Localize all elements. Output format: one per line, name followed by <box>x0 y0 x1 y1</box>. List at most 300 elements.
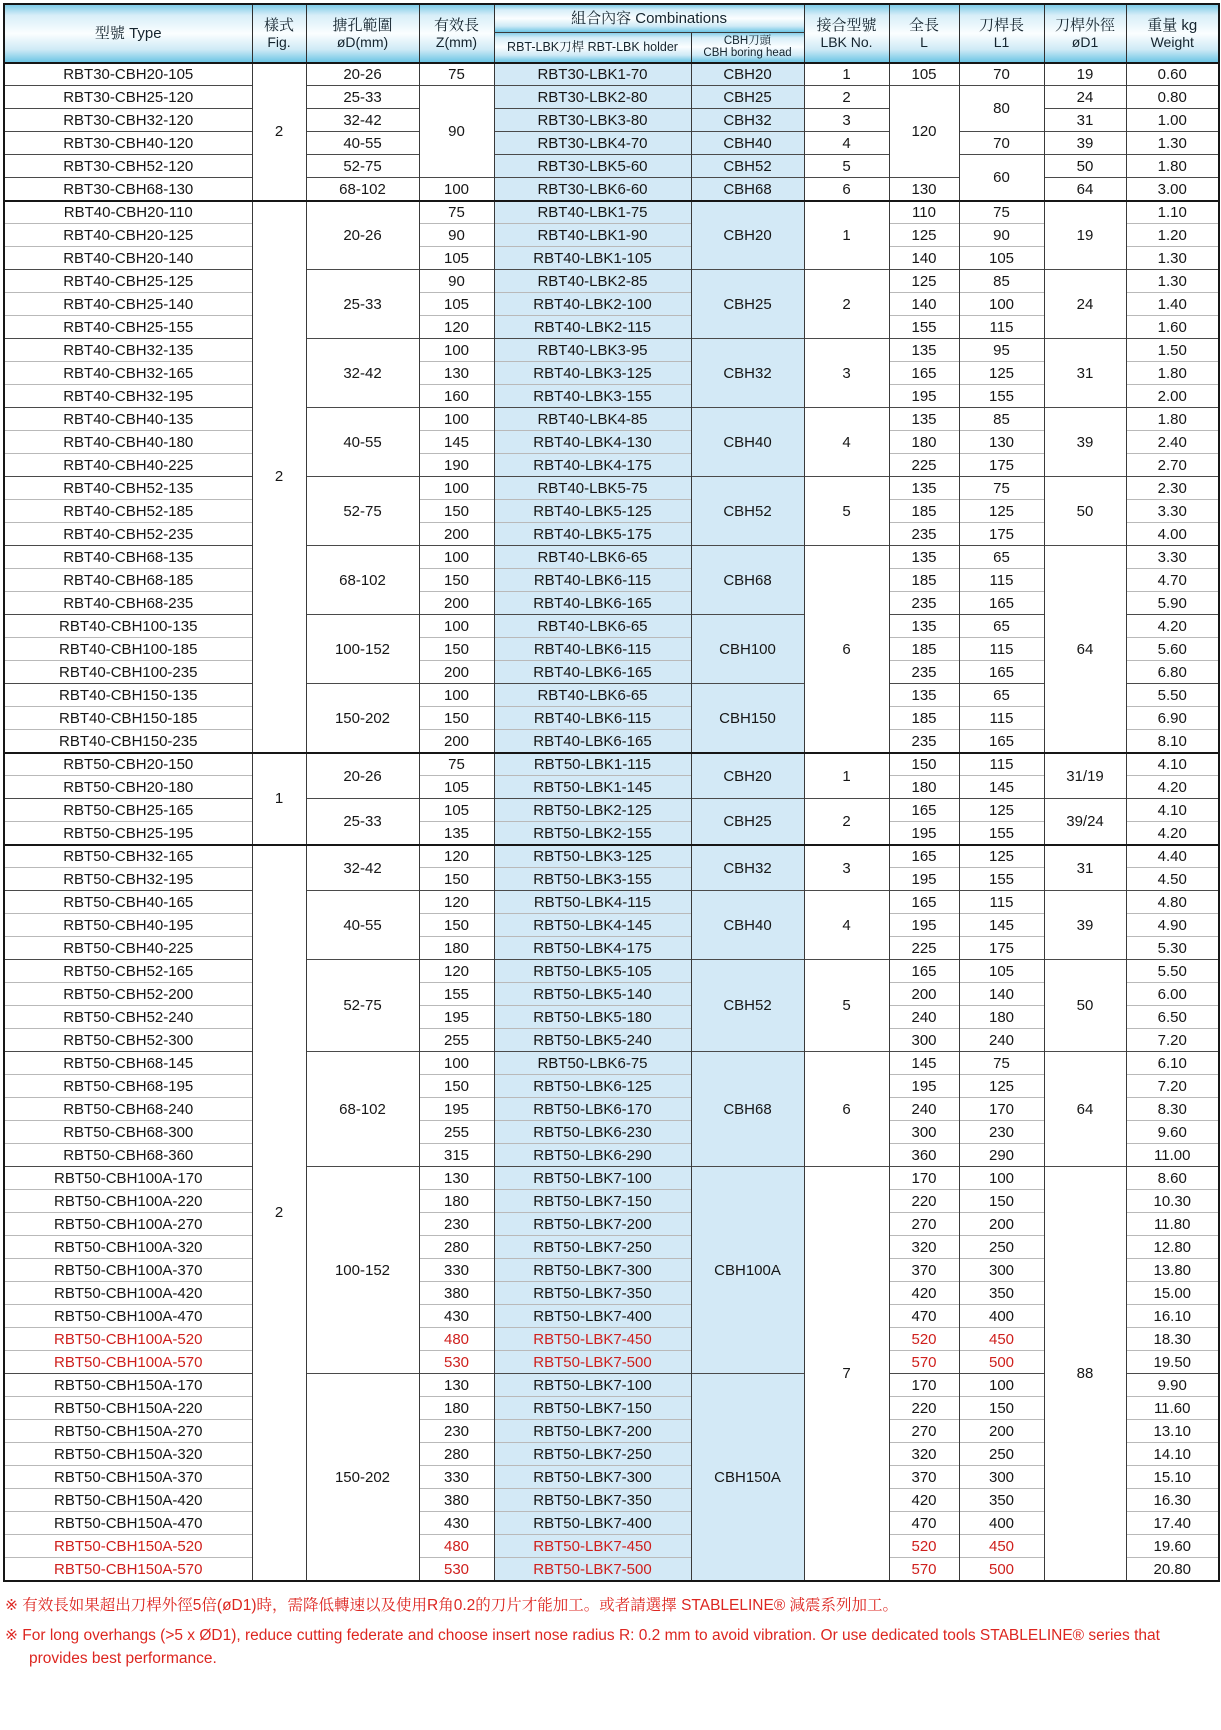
cell-shank-length: 175 <box>959 523 1044 546</box>
cell-effective-length: 195 <box>419 1098 494 1121</box>
cell-type: RBT40-CBH100-235 <box>4 661 252 684</box>
cell-overall-length: 320 <box>889 1443 959 1466</box>
cell-type: RBT40-CBH68-235 <box>4 592 252 615</box>
cell-overall-length: 570 <box>889 1351 959 1374</box>
cell-weight: 6.80 <box>1126 661 1219 684</box>
col-header-overall-length: 全長 L <box>889 4 959 63</box>
cell-lbk-no: 2 <box>804 270 889 339</box>
cell-overall-length: 110 <box>889 201 959 224</box>
cell-shank-length: 115 <box>959 891 1044 914</box>
cell-boring-head: CBH40 <box>691 891 804 960</box>
cell-boring-head: CBH32 <box>691 845 804 891</box>
cell-boring-head: CBH20 <box>691 63 804 86</box>
cell-shank-length: 180 <box>959 1006 1044 1029</box>
cell-weight: 8.60 <box>1126 1167 1219 1190</box>
cell-weight: 19.60 <box>1126 1535 1219 1558</box>
cell-shank-length: 105 <box>959 247 1044 270</box>
cell-holder: RBT50-LBK7-450 <box>494 1328 691 1351</box>
cell-type: RBT30-CBH20-105 <box>4 63 252 86</box>
cell-holder: RBT50-LBK7-300 <box>494 1466 691 1489</box>
cell-weight: 4.10 <box>1126 799 1219 822</box>
cell-overall-length: 470 <box>889 1305 959 1328</box>
cell-overall-length: 220 <box>889 1190 959 1213</box>
cell-weight: 1.20 <box>1126 224 1219 247</box>
cell-holder: RBT50-LBK7-300 <box>494 1259 691 1282</box>
footnote-zh: ※ 有效長如果超出刀桿外徑5倍(øD1)時，需降低轉速以及使用R角0.2的刀片才能加工。或者請選擇 STABLELINE® 減震系列加工。 <box>5 1596 899 1614</box>
cell-weight: 5.60 <box>1126 638 1219 661</box>
cell-holder: RBT40-LBK4-175 <box>494 454 691 477</box>
cell-boring-head: CBH52 <box>691 477 804 546</box>
cell-effective-length: 130 <box>419 1374 494 1397</box>
cell-effective-length: 100 <box>419 178 494 201</box>
cell-shank-length: 75 <box>959 201 1044 224</box>
cell-type: RBT40-CBH40-225 <box>4 454 252 477</box>
cell-holder: RBT40-LBK5-175 <box>494 523 691 546</box>
cell-type: RBT50-CBH32-165 <box>4 845 252 868</box>
cell-overall-length: 240 <box>889 1006 959 1029</box>
cell-overall-length: 270 <box>889 1213 959 1236</box>
cell-type: RBT50-CBH150A-470 <box>4 1512 252 1535</box>
cell-bore-range: 68-102 <box>306 546 419 615</box>
cell-effective-length: 105 <box>419 293 494 316</box>
cell-type: RBT40-CBH68-135 <box>4 546 252 569</box>
cell-effective-length: 105 <box>419 799 494 822</box>
cell-lbk-no: 3 <box>804 845 889 891</box>
cell-holder: RBT40-LBK5-75 <box>494 477 691 500</box>
cell-shank-dia: 31 <box>1044 845 1126 891</box>
cell-type: RBT40-CBH150-135 <box>4 684 252 707</box>
cell-shank-length: 400 <box>959 1512 1044 1535</box>
cell-overall-length: 165 <box>889 362 959 385</box>
cell-weight: 4.20 <box>1126 615 1219 638</box>
cell-type: RBT40-CBH40-180 <box>4 431 252 454</box>
cell-effective-length: 120 <box>419 845 494 868</box>
cell-bore-range: 150-202 <box>306 684 419 753</box>
cell-holder: RBT50-LBK5-240 <box>494 1029 691 1052</box>
cell-weight: 4.20 <box>1126 776 1219 799</box>
col-header-combinations: 組合內容 Combinations <box>494 4 804 32</box>
cell-shank-length: 250 <box>959 1236 1044 1259</box>
cell-lbk-no: 4 <box>804 891 889 960</box>
col-header-lbk-no: 接合型號 LBK No. <box>804 4 889 63</box>
cell-type: RBT50-CBH100A-220 <box>4 1190 252 1213</box>
cell-weight: 1.10 <box>1126 201 1219 224</box>
cell-overall-length: 200 <box>889 983 959 1006</box>
cell-type: RBT30-CBH25-120 <box>4 86 252 109</box>
cell-holder: RBT50-LBK4-115 <box>494 891 691 914</box>
cell-shank-length: 200 <box>959 1213 1044 1236</box>
cell-weight: 1.50 <box>1126 339 1219 362</box>
cell-type: RBT40-CBH32-165 <box>4 362 252 385</box>
cell-type: RBT50-CBH68-240 <box>4 1098 252 1121</box>
cell-effective-length: 150 <box>419 868 494 891</box>
cell-overall-length: 270 <box>889 1420 959 1443</box>
footnote-en: ※ For long overhangs (>5 x ØD1), reduce cutting federate and choose insert nose radius R: 0.2 mm to avoid vibration. Or use dedicated tools STABLELINE® series that provides best performance. <box>5 1627 1160 1667</box>
cell-shank-length: 115 <box>959 753 1044 776</box>
cell-effective-length: 100 <box>419 546 494 569</box>
cell-shank-dia: 31 <box>1044 109 1126 132</box>
cell-weight: 4.70 <box>1126 569 1219 592</box>
cell-boring-head: CBH100A <box>691 1167 804 1374</box>
cell-holder: RBT40-LBK2-85 <box>494 270 691 293</box>
cell-overall-length: 195 <box>889 914 959 937</box>
cell-effective-length: 255 <box>419 1029 494 1052</box>
cell-shank-length: 80 <box>959 86 1044 132</box>
cell-type: RBT40-CBH32-135 <box>4 339 252 362</box>
cell-shank-length: 155 <box>959 868 1044 891</box>
cell-boring-head: CBH32 <box>691 109 804 132</box>
cell-bore-range: 32-42 <box>306 109 419 132</box>
cell-overall-length: 235 <box>889 523 959 546</box>
col-header-bore-range: 搪孔範圍 øD(mm) <box>306 4 419 63</box>
cell-overall-length: 135 <box>889 477 959 500</box>
cell-type: RBT50-CBH100A-470 <box>4 1305 252 1328</box>
cell-lbk-no: 2 <box>804 799 889 845</box>
cell-overall-length: 235 <box>889 661 959 684</box>
cell-holder: RBT50-LBK1-145 <box>494 776 691 799</box>
cell-overall-length: 320 <box>889 1236 959 1259</box>
cell-weight: 17.40 <box>1126 1512 1219 1535</box>
cell-shank-length: 70 <box>959 132 1044 155</box>
spec-table-body <box>4 63 1219 1581</box>
cell-bore-range: 25-33 <box>306 799 419 845</box>
cell-holder: RBT50-LBK6-230 <box>494 1121 691 1144</box>
cell-overall-length: 135 <box>889 408 959 431</box>
cell-weight: 6.90 <box>1126 707 1219 730</box>
cell-overall-length: 105 <box>889 63 959 86</box>
cell-weight: 4.90 <box>1126 914 1219 937</box>
cell-shank-length: 85 <box>959 270 1044 293</box>
cell-type: RBT50-CBH20-150 <box>4 753 252 776</box>
cell-effective-length: 480 <box>419 1328 494 1351</box>
cell-lbk-no: 1 <box>804 201 889 270</box>
cell-shank-dia: 50 <box>1044 960 1126 1052</box>
cell-bore-range: 32-42 <box>306 339 419 408</box>
cell-type: RBT40-CBH68-185 <box>4 569 252 592</box>
cell-boring-head: CBH40 <box>691 408 804 477</box>
cell-boring-head: CBH52 <box>691 960 804 1052</box>
cell-lbk-no: 5 <box>804 960 889 1052</box>
cell-shank-length: 95 <box>959 339 1044 362</box>
cell-type: RBT50-CBH150A-570 <box>4 1558 252 1581</box>
cell-weight: 4.20 <box>1126 822 1219 845</box>
cell-shank-length: 100 <box>959 1167 1044 1190</box>
cell-holder: RBT50-LBK7-350 <box>494 1489 691 1512</box>
cell-effective-length: 150 <box>419 569 494 592</box>
cell-shank-dia: 39 <box>1044 408 1126 477</box>
cell-weight: 13.10 <box>1126 1420 1219 1443</box>
cell-overall-length: 125 <box>889 224 959 247</box>
cell-shank-length: 145 <box>959 776 1044 799</box>
cell-shank-length: 85 <box>959 408 1044 431</box>
cell-weight: 5.90 <box>1126 592 1219 615</box>
cell-overall-length: 180 <box>889 431 959 454</box>
cell-fig: 1 <box>252 753 306 845</box>
cell-effective-length: 120 <box>419 891 494 914</box>
cell-overall-length: 155 <box>889 316 959 339</box>
cell-lbk-no: 2 <box>804 86 889 109</box>
cell-type: RBT50-CBH150A-170 <box>4 1374 252 1397</box>
cell-type: RBT50-CBH150A-220 <box>4 1397 252 1420</box>
cell-shank-length: 125 <box>959 845 1044 868</box>
cell-type: RBT50-CBH68-300 <box>4 1121 252 1144</box>
cell-shank-length: 170 <box>959 1098 1044 1121</box>
cell-bore-range: 52-75 <box>306 960 419 1052</box>
cell-overall-length: 370 <box>889 1259 959 1282</box>
cell-holder: RBT40-LBK6-165 <box>494 730 691 753</box>
cell-bore-range: 100-152 <box>306 615 419 684</box>
cell-holder: RBT50-LBK7-400 <box>494 1512 691 1535</box>
cell-effective-length: 100 <box>419 1052 494 1075</box>
cell-lbk-no: 3 <box>804 339 889 408</box>
cell-effective-length: 150 <box>419 707 494 730</box>
cell-shank-length: 300 <box>959 1466 1044 1489</box>
cell-shank-length: 200 <box>959 1420 1044 1443</box>
cell-holder: RBT50-LBK7-250 <box>494 1236 691 1259</box>
cell-holder: RBT40-LBK3-95 <box>494 339 691 362</box>
cell-overall-length: 420 <box>889 1489 959 1512</box>
cell-effective-length: 195 <box>419 1006 494 1029</box>
cell-weight: 11.80 <box>1126 1213 1219 1236</box>
cell-effective-length: 280 <box>419 1443 494 1466</box>
cell-effective-length: 100 <box>419 408 494 431</box>
cell-shank-length: 115 <box>959 638 1044 661</box>
cell-effective-length: 180 <box>419 937 494 960</box>
cell-weight: 16.10 <box>1126 1305 1219 1328</box>
cell-type: RBT50-CBH32-195 <box>4 868 252 891</box>
cell-overall-length: 120 <box>889 86 959 178</box>
cell-holder: RBT50-LBK5-140 <box>494 983 691 1006</box>
cell-boring-head: CBH68 <box>691 178 804 201</box>
cell-weight: 5.30 <box>1126 937 1219 960</box>
cell-effective-length: 130 <box>419 1167 494 1190</box>
cell-type: RBT50-CBH40-195 <box>4 914 252 937</box>
cell-weight: 16.30 <box>1126 1489 1219 1512</box>
cell-holder: RBT50-LBK2-155 <box>494 822 691 845</box>
cell-overall-length: 170 <box>889 1374 959 1397</box>
cell-effective-length: 135 <box>419 822 494 845</box>
cell-type: RBT40-CBH20-140 <box>4 247 252 270</box>
cell-overall-length: 520 <box>889 1328 959 1351</box>
cell-overall-length: 240 <box>889 1098 959 1121</box>
cell-weight: 2.70 <box>1126 454 1219 477</box>
cell-effective-length: 75 <box>419 63 494 86</box>
cell-weight: 11.60 <box>1126 1397 1219 1420</box>
col-header-boring-head: CBH刀頭 CBH boring head <box>691 32 804 63</box>
cell-effective-length: 145 <box>419 431 494 454</box>
cell-effective-length: 150 <box>419 500 494 523</box>
cell-type: RBT40-CBH52-135 <box>4 477 252 500</box>
cell-shank-length: 150 <box>959 1190 1044 1213</box>
cell-overall-length: 235 <box>889 592 959 615</box>
cell-type: RBT50-CBH52-200 <box>4 983 252 1006</box>
cell-holder: RBT40-LBK4-85 <box>494 408 691 431</box>
cell-holder: RBT50-LBK6-290 <box>494 1144 691 1167</box>
cell-holder: RBT40-LBK6-65 <box>494 684 691 707</box>
cell-shank-length: 105 <box>959 960 1044 983</box>
cell-shank-dia: 24 <box>1044 86 1126 109</box>
cell-effective-length: 105 <box>419 247 494 270</box>
cell-holder: RBT50-LBK7-450 <box>494 1535 691 1558</box>
cell-shank-length: 115 <box>959 569 1044 592</box>
cell-boring-head: CBH52 <box>691 155 804 178</box>
cell-type: RBT50-CBH100A-420 <box>4 1282 252 1305</box>
cell-bore-range: 40-55 <box>306 132 419 155</box>
cell-type: RBT50-CBH150A-370 <box>4 1466 252 1489</box>
cell-weight: 8.30 <box>1126 1098 1219 1121</box>
cell-shank-dia: 64 <box>1044 1052 1126 1167</box>
cell-weight: 4.80 <box>1126 891 1219 914</box>
cell-shank-dia: 24 <box>1044 270 1126 339</box>
cell-shank-dia: 39/24 <box>1044 799 1126 845</box>
cell-weight: 7.20 <box>1126 1029 1219 1052</box>
cell-effective-length: 105 <box>419 776 494 799</box>
cell-boring-head: CBH68 <box>691 1052 804 1167</box>
col-header-effective-length: 有效長 Z(mm) <box>419 4 494 63</box>
cell-weight: 18.30 <box>1126 1328 1219 1351</box>
cell-overall-length: 370 <box>889 1466 959 1489</box>
cell-overall-length: 135 <box>889 546 959 569</box>
cell-shank-length: 60 <box>959 155 1044 201</box>
cell-shank-dia: 64 <box>1044 546 1126 753</box>
cell-holder: RBT40-LBK6-165 <box>494 661 691 684</box>
cell-holder: RBT50-LBK6-170 <box>494 1098 691 1121</box>
cell-shank-length: 500 <box>959 1351 1044 1374</box>
cell-type: RBT40-CBH32-195 <box>4 385 252 408</box>
cell-type: RBT50-CBH25-165 <box>4 799 252 822</box>
cell-shank-dia: 88 <box>1044 1167 1126 1581</box>
cell-weight: 15.10 <box>1126 1466 1219 1489</box>
cell-fig: 2 <box>252 845 306 1581</box>
cell-lbk-no: 6 <box>804 1052 889 1167</box>
cell-type: RBT50-CBH68-145 <box>4 1052 252 1075</box>
cell-shank-length: 155 <box>959 385 1044 408</box>
cell-effective-length: 100 <box>419 477 494 500</box>
cell-weight: 15.00 <box>1126 1282 1219 1305</box>
cell-boring-head: CBH150 <box>691 684 804 753</box>
cell-overall-length: 225 <box>889 454 959 477</box>
cell-overall-length: 220 <box>889 1397 959 1420</box>
cell-overall-length: 180 <box>889 776 959 799</box>
cell-type: RBT40-CBH52-185 <box>4 500 252 523</box>
cell-bore-range: 40-55 <box>306 891 419 960</box>
cell-bore-range: 100-152 <box>306 1167 419 1374</box>
cell-overall-length: 195 <box>889 822 959 845</box>
cell-holder: RBT50-LBK5-105 <box>494 960 691 983</box>
cell-overall-length: 420 <box>889 1282 959 1305</box>
cell-type: RBT50-CBH100A-570 <box>4 1351 252 1374</box>
cell-bore-range: 68-102 <box>306 1052 419 1167</box>
cell-boring-head: CBH20 <box>691 201 804 270</box>
cell-weight: 9.90 <box>1126 1374 1219 1397</box>
cell-type: RBT40-CBH40-135 <box>4 408 252 431</box>
cell-shank-length: 125 <box>959 799 1044 822</box>
cell-lbk-no: 4 <box>804 408 889 477</box>
cell-effective-length: 75 <box>419 753 494 776</box>
cell-bore-range: 20-26 <box>306 63 419 86</box>
cell-overall-length: 140 <box>889 293 959 316</box>
cell-holder: RBT50-LBK7-500 <box>494 1558 691 1581</box>
cell-holder: RBT50-LBK6-75 <box>494 1052 691 1075</box>
cell-holder: RBT30-LBK5-60 <box>494 155 691 178</box>
cell-shank-length: 100 <box>959 1374 1044 1397</box>
cell-overall-length: 520 <box>889 1535 959 1558</box>
cell-holder: RBT40-LBK6-65 <box>494 615 691 638</box>
cell-shank-length: 450 <box>959 1328 1044 1351</box>
cell-holder: RBT30-LBK6-60 <box>494 178 691 201</box>
col-header-fig: 樣式 Fig. <box>252 4 306 63</box>
cell-overall-length: 135 <box>889 339 959 362</box>
cell-shank-length: 90 <box>959 224 1044 247</box>
cell-overall-length: 135 <box>889 684 959 707</box>
cell-type: RBT40-CBH100-185 <box>4 638 252 661</box>
cell-overall-length: 140 <box>889 247 959 270</box>
cell-bore-range: 68-102 <box>306 178 419 201</box>
cell-weight: 1.80 <box>1126 362 1219 385</box>
cell-weight: 4.10 <box>1126 753 1219 776</box>
cell-effective-length: 200 <box>419 661 494 684</box>
cell-shank-length: 300 <box>959 1259 1044 1282</box>
cell-type: RBT50-CBH100A-520 <box>4 1328 252 1351</box>
cell-type: RBT50-CBH150A-270 <box>4 1420 252 1443</box>
cell-shank-length: 175 <box>959 454 1044 477</box>
cell-boring-head: CBH32 <box>691 339 804 408</box>
cell-type: RBT50-CBH100A-170 <box>4 1167 252 1190</box>
cell-weight: 5.50 <box>1126 960 1219 983</box>
cell-shank-dia: 39 <box>1044 891 1126 960</box>
cell-lbk-no: 7 <box>804 1167 889 1581</box>
cell-holder: RBT50-LBK5-180 <box>494 1006 691 1029</box>
cell-overall-length: 135 <box>889 615 959 638</box>
cell-shank-length: 75 <box>959 1052 1044 1075</box>
cell-effective-length: 190 <box>419 454 494 477</box>
col-header-holder: RBT-LBK刀桿 RBT-LBK holder <box>494 32 691 63</box>
cell-effective-length: 430 <box>419 1305 494 1328</box>
cell-boring-head: CBH25 <box>691 86 804 109</box>
cell-lbk-no: 6 <box>804 178 889 201</box>
cell-shank-length: 165 <box>959 730 1044 753</box>
cell-type: RBT40-CBH25-125 <box>4 270 252 293</box>
cell-weight: 3.00 <box>1126 178 1219 201</box>
cell-holder: RBT40-LBK6-165 <box>494 592 691 615</box>
cell-shank-length: 65 <box>959 546 1044 569</box>
cell-holder: RBT40-LBK3-125 <box>494 362 691 385</box>
cell-effective-length: 100 <box>419 684 494 707</box>
cell-weight: 0.60 <box>1126 63 1219 86</box>
cell-holder: RBT40-LBK1-105 <box>494 247 691 270</box>
cell-effective-length: 480 <box>419 1535 494 1558</box>
cell-weight: 3.30 <box>1126 500 1219 523</box>
cell-effective-length: 75 <box>419 201 494 224</box>
cell-effective-length: 380 <box>419 1282 494 1305</box>
cell-type: RBT40-CBH100-135 <box>4 615 252 638</box>
cell-weight: 5.50 <box>1126 684 1219 707</box>
cell-overall-length: 130 <box>889 178 959 201</box>
cell-holder: RBT40-LBK2-115 <box>494 316 691 339</box>
footnotes <box>5 1595 1216 1670</box>
cell-shank-length: 130 <box>959 431 1044 454</box>
cell-shank-dia: 31/19 <box>1044 753 1126 799</box>
cell-weight: 1.30 <box>1126 247 1219 270</box>
cell-shank-length: 150 <box>959 1397 1044 1420</box>
cell-weight: 1.00 <box>1126 109 1219 132</box>
cell-holder: RBT50-LBK7-400 <box>494 1305 691 1328</box>
cell-boring-head: CBH150A <box>691 1374 804 1581</box>
cell-weight: 4.40 <box>1126 845 1219 868</box>
cell-holder: RBT40-LBK2-100 <box>494 293 691 316</box>
cell-weight: 19.50 <box>1126 1351 1219 1374</box>
cell-type: RBT50-CBH100A-320 <box>4 1236 252 1259</box>
